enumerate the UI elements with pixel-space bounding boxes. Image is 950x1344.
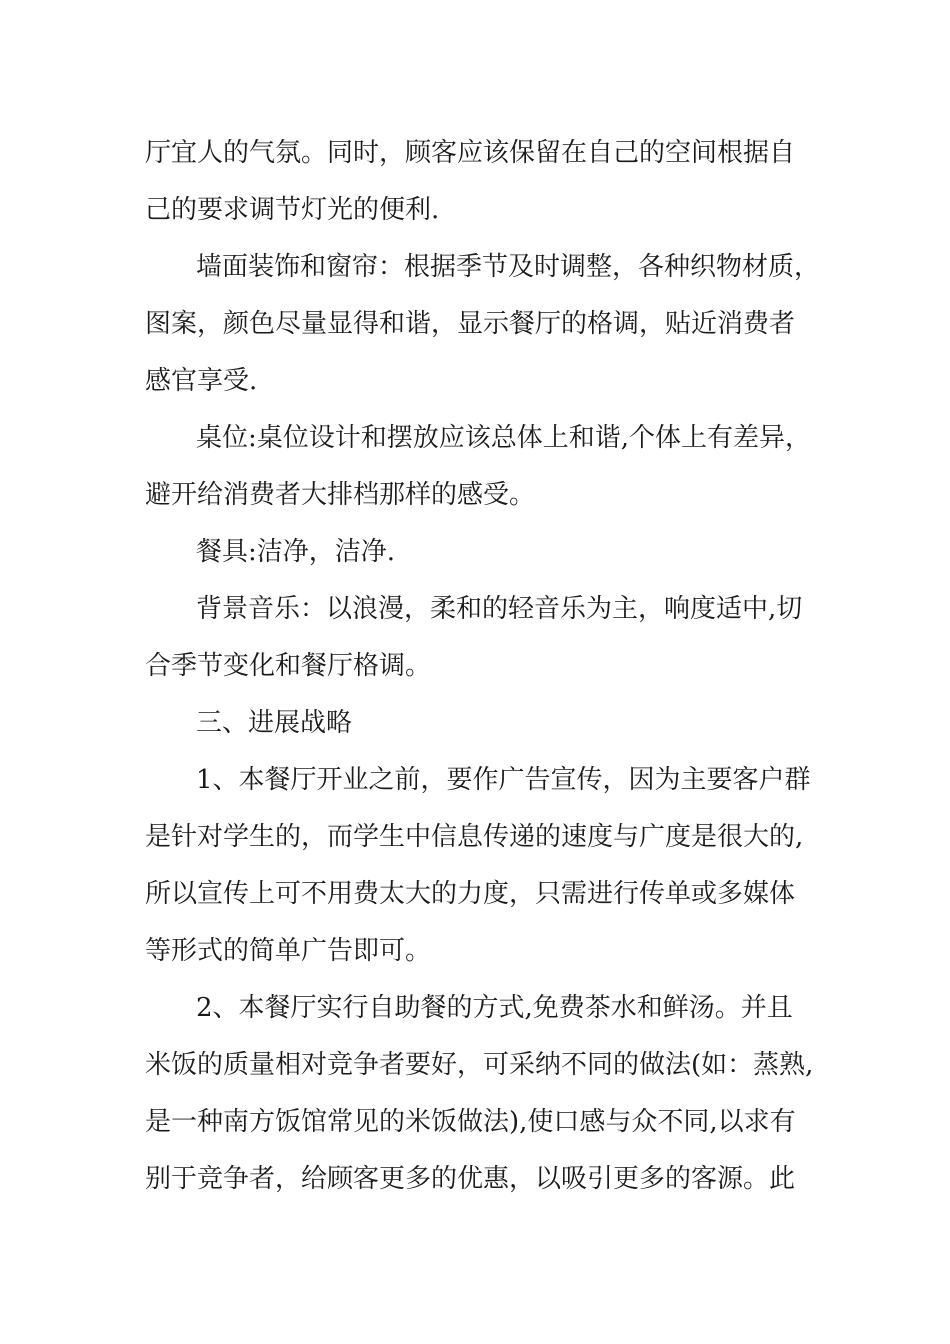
paragraph-start-line: 背景音乐：以浪漫，柔和的轻音乐为主，响度适中,切 — [196, 594, 803, 624]
text-line: 等形式的简单广告即可。 — [145, 936, 432, 966]
section-heading: 三、进展战略 — [196, 708, 353, 738]
text-line: 图案，颜色尽量显得和谐，显示餐厅的格调，贴近消费者 — [145, 309, 796, 339]
text-line: 己的要求调节灯光的便利. — [145, 195, 440, 225]
paragraph-start-line: 餐具:洁净，洁净. — [196, 537, 396, 567]
text-line: 别于竞争者，给顾客更多的优惠，以吸引更多的客源。此 — [145, 1164, 796, 1194]
paragraph-start-line: 桌位:桌位设计和摆放应该总体上和谐,个体上有差异， — [196, 423, 812, 453]
text-line: 避开给消费者大排档那样的感受。 — [145, 480, 536, 510]
paragraph-start-line: 墙面装饰和窗帘：根据季节及时调整，各种织物材质， — [196, 252, 821, 282]
text-line: 米饭的质量相对竞争者要好，可采纳不同的做法(如：蒸熟, — [145, 1050, 814, 1080]
text-line: 厅宜人的气氛。同时，顾客应该保留在自己的空间根据自 — [145, 138, 796, 168]
paragraph-start-line: 1、本餐厅开业之前，要作广告宣传，因为主要客户群 — [196, 765, 811, 795]
text-line: 合季节变化和餐厅格调。 — [145, 651, 432, 681]
text-line: 感官享受. — [145, 366, 258, 396]
text-line: 所以宣传上可不用费太大的力度，只需进行传单或多媒体 — [145, 879, 796, 909]
text-line: 是针对学生的，而学生中信息传递的速度与广度是很大的, — [145, 822, 804, 852]
text-line: 是一种南方饭馆常见的米饭做法),使口感与众不同,以求有 — [145, 1107, 796, 1137]
paragraph-start-line: 2、本餐厅实行自助餐的方式,免费茶水和鲜汤。并且 — [196, 993, 793, 1023]
